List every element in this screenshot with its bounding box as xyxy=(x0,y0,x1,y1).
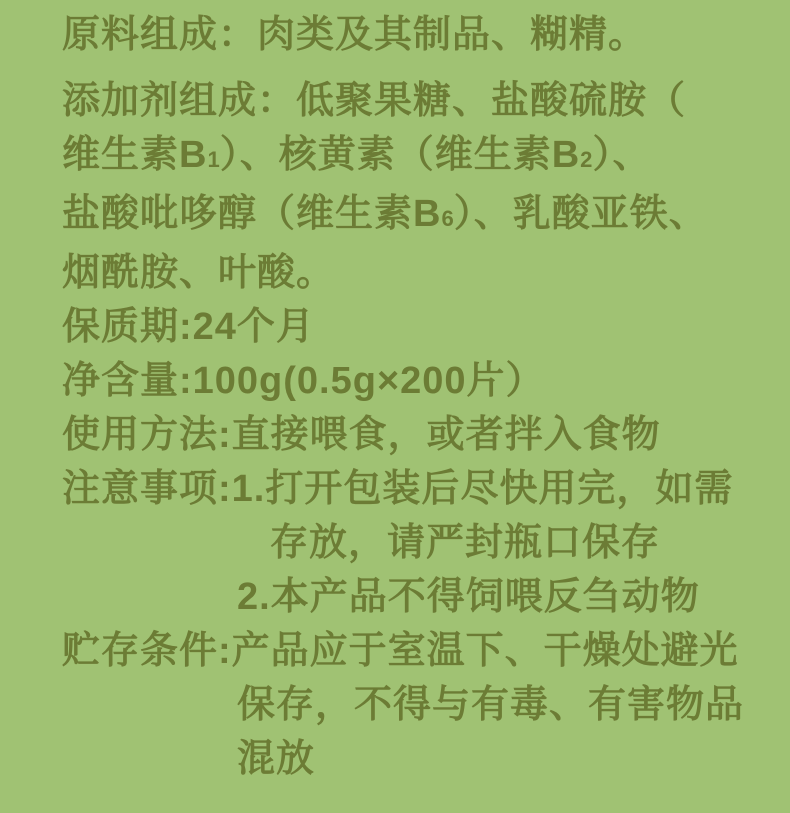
storage-line-1 xyxy=(62,624,762,678)
line-text: 注意事项:1.打开包装后尽快用完，如需 xyxy=(62,468,734,510)
line-text: 净含量:100g(0.5g×200片） xyxy=(62,360,545,402)
line-text: ）、 xyxy=(592,134,652,176)
caution-line-3 xyxy=(62,570,762,624)
net-content-line xyxy=(62,354,762,408)
storage-line-3 xyxy=(62,732,762,786)
line-text: 2.本产品不得饲喂反刍动物 xyxy=(237,576,700,618)
caution-line-2 xyxy=(62,516,762,570)
line-text: 使用方法:直接喂食，或者拌入食物 xyxy=(62,414,661,456)
line-text: 混放 xyxy=(237,738,316,780)
raw-material-line xyxy=(62,8,762,62)
additives-line-2 xyxy=(62,128,762,187)
additives-line-3 xyxy=(62,187,762,246)
line-text: 原料组成：肉类及其制品、糊精。 xyxy=(62,14,648,56)
subscript-text: 6 xyxy=(441,206,454,231)
usage-line xyxy=(62,408,762,462)
shelf-life-line xyxy=(62,300,762,354)
additives-line-1 xyxy=(62,74,762,128)
line-text: 保存，不得与有毒、有害物品 xyxy=(237,684,745,726)
info-lines xyxy=(62,8,762,786)
line-text: ）、乳酸亚铁、 xyxy=(453,193,708,235)
subscript-text: 2 xyxy=(580,147,593,172)
line-text: 维生素B xyxy=(62,134,208,176)
line-text: 存放，请严封瓶口保存 xyxy=(270,522,661,564)
line-text: 贮存条件:产品应于室温下、干燥处避光 xyxy=(62,630,739,672)
caution-line-1 xyxy=(62,462,762,516)
line-text: 烟酰胺、叶酸。 xyxy=(62,252,336,294)
subscript-text: 1 xyxy=(207,147,220,172)
line-text: 盐酸吡哆醇（维生素B xyxy=(62,193,442,235)
storage-line-2 xyxy=(62,678,762,732)
additives-line-4 xyxy=(62,246,762,300)
line-text: 添加剂组成：低聚果糖、盐酸硫胺（ xyxy=(62,80,687,122)
line-text: ）、核黄素（维生素B xyxy=(219,134,581,176)
line-text: 保质期:24个月 xyxy=(62,306,315,348)
